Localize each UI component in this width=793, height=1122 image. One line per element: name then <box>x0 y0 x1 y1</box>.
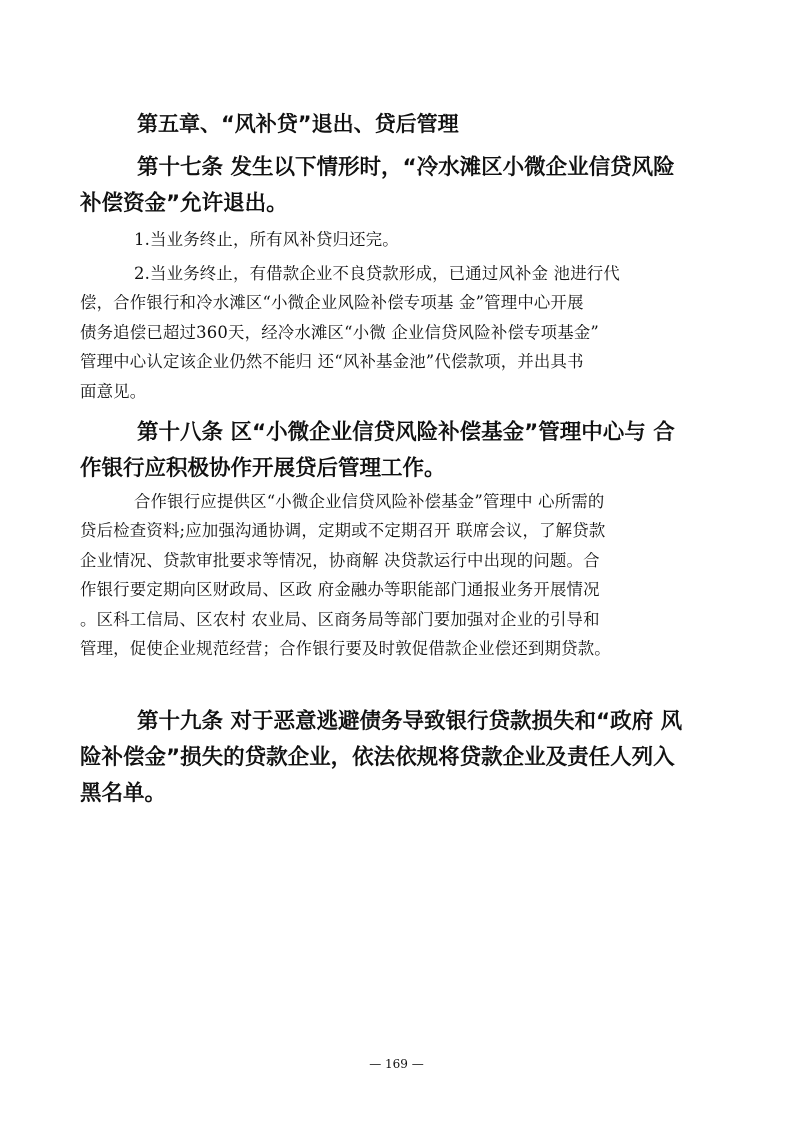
article-19-heading-line: 黑名单。 <box>80 781 167 806</box>
chapter-title: 第五章、“风补贷”退出、贷后管理 <box>137 112 459 136</box>
article-19-heading <box>80 704 712 812</box>
article-19-heading-line: 险补偿金”损失的贷款企业，依法依规将贷款企业及责任人列入 <box>80 745 675 770</box>
article-18-heading-line: 第十八条 区“小微企业信贷风险补偿基金”管理中心与 合 <box>137 420 675 445</box>
article-17-heading-line: 补偿资金”允许退出。 <box>80 191 288 216</box>
article-17-heading-line: 第十七条 发生以下情形时，“冷水滩区小微企业信贷风险 <box>137 155 675 180</box>
article-18-paragraph <box>80 487 712 663</box>
article-18-heading <box>80 415 712 487</box>
body-line: 合作银行应提供区“小微企业信贷风险补偿基金”管理中 心所需的 <box>134 492 605 511</box>
body-line: 2.当业务终止，有借款企业不良贷款形成，已通过风补金 池进行代 <box>134 264 620 283</box>
body-line: 管理，促使企业规范经营；合作银行要及时敦促借款企业偿还到期贷款。 <box>80 639 611 659</box>
body-line: 偿，合作银行和冷水滩区“小微企业风险补偿专项基 金”管理中心开展 <box>80 293 584 313</box>
body-line: 1.当业务终止，所有风补贷归还完。 <box>134 230 399 249</box>
article-17-heading <box>80 150 712 222</box>
body-line: 作银行要定期向区财政局、区政 府金融办等职能部门通报业务开展情况 <box>80 580 600 600</box>
body-line: 贷后检查资料;应加强沟通协调，定期或不定期召开 联席会议，了解贷款 <box>80 521 606 541</box>
article-19-heading-line: 第十九条 对于恶意逃避债务导致银行贷款损失和“政府 风 <box>137 709 683 734</box>
body-line: 面意见。 <box>80 381 147 401</box>
article-17-item-1 <box>80 225 712 254</box>
body-line: 企业情况、贷款审批要求等情况，协商解 决贷款运行中出现的问题。合 <box>80 550 600 570</box>
body-line: 债务追偿已超过360天，经冷水滩区“小微 企业信贷风险补偿专项基金” <box>80 322 599 342</box>
body-line: 管理中心认定该企业仍然不能归 还“风补基金池”代偿款项，并出具书 <box>80 352 584 372</box>
page-number: — 169 — <box>369 1057 424 1071</box>
article-17-item-2 <box>80 259 712 406</box>
body-line: 。区科工信局、区农村 农业局、区商务局等部门要加强对企业的引导和 <box>80 609 600 629</box>
article-18-heading-line: 作银行应积极协作开展贷后管理工作。 <box>80 456 446 481</box>
